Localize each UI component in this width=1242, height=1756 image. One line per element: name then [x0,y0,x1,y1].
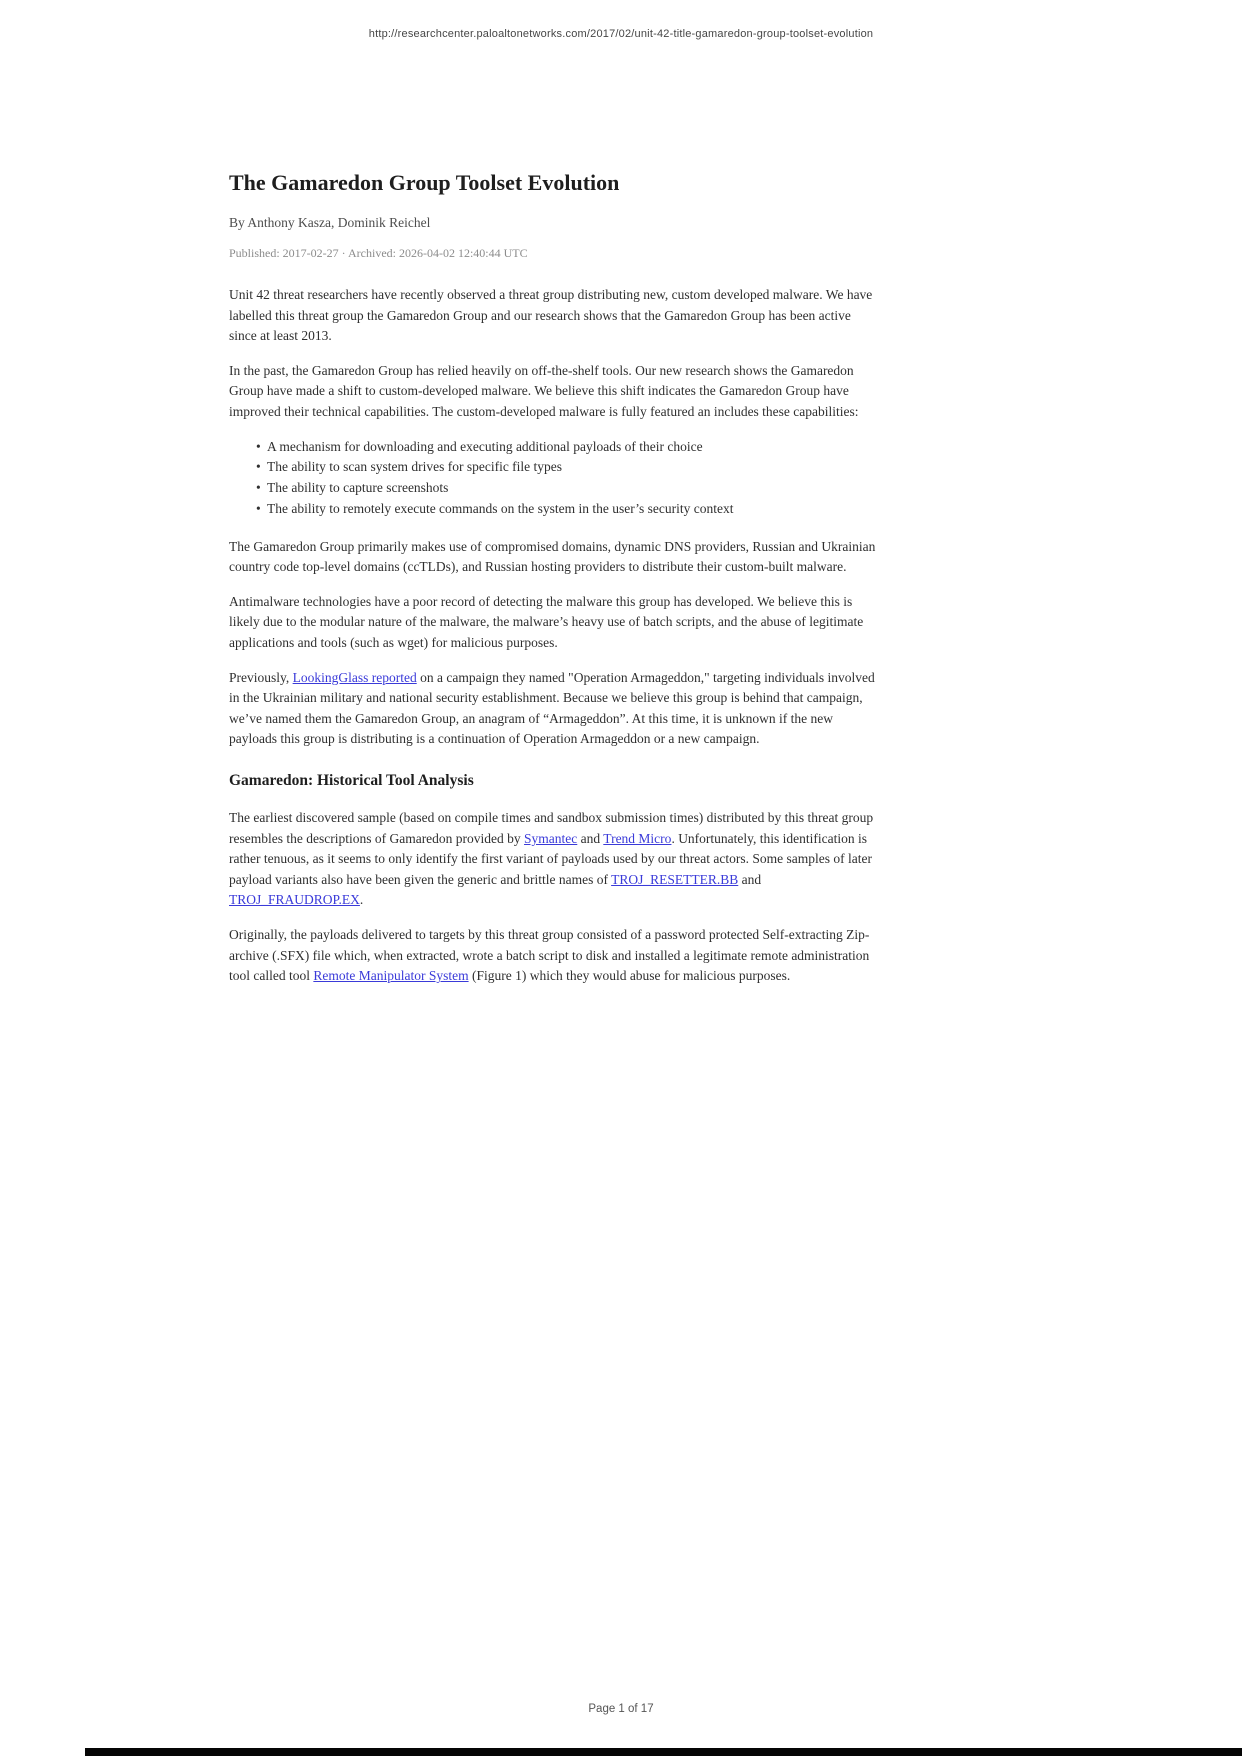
page-title: The Gamaredon Group Toolset Evolution [229,170,620,195]
capabilities-list [229,437,879,520]
paragraph-earliest-sample: The earliest discovered sample (based on compile times and sandbox submission times) distributed by this threat group resembles the descriptions of Gamaredon provided by Symantec and Trend Micro. Unfortunately, this identification is rather tenuous, as it seems to only identify the first variant of payloads used by our threat actors. Some samples of later payload variants also have been given the generic and brittle names of TROJ_RESETTER.BB and TROJ_FRAUDROP.EX. [229,810,874,908]
paragraph-infrastructure: The Gamaredon Group primarily makes use of compromised domains, dynamic DNS providers, Russian and Ukrainian country code top-level domains (ccTLDs), and Russian hosting providers to distribute their custom-built malware. [229,538,876,575]
inline-link[interactable]: TROJ_FRAUDROP.EX [229,892,360,908]
inline-link[interactable]: TROJ_RESETTER.BB [611,871,739,887]
article-byline: By Anthony Kasza, Dominik Reichel [229,214,431,230]
bullet-item: • The ability to remotely execute commands on the system in the user’s security context [267,499,879,520]
article-body [229,170,879,1001]
paragraph-shift: In the past, the Gamaredon Group has relied heavily on off-the-shelf tools. Our new research shows the Gamaredon Group have made a shift to custom-developed malware. We believe this shift indicates the Gamaredon Group have improved their technical capabilities. The custom-developed malware is fully featured an includes these capabilities: [229,362,859,419]
bullet-item: • The ability to capture screenshots [267,478,879,499]
inline-link[interactable]: Remote Manipulator System [313,968,469,984]
paragraph-lookingglass: Previously, LookingGlass reported on a campaign they named "Operation Armageddon," targeting individuals involved in the Ukrainian military and national security establishment. Because we believe this group is behind that campaign, we’ve named them the Gamaredon Group, an anagram of “Armageddon”. At this time, it is unknown if the new payloads this group is distributing is a continuation of Operation Armageddon or a new campaign. [229,669,875,747]
paragraph-intro: Unit 42 threat researchers have recently observed a threat group distributing new, custom developed malware. We have labelled this threat group the Gamaredon Group and our research shows that the Gamaredon Group has been active since at least 2013. [229,286,873,344]
inline-link[interactable]: LookingGlass reported [292,669,417,685]
paragraph-sfx-payload: Originally, the payloads delivered to targets by this threat group consisted of a password protected Self-extracting Zip-archive (.SFX) file which, when extracted, wrote a batch script to disk and installed a legitimate remote administration tool called tool Remote Manipulator System (Figure 1) which they would abuse for malicious purposes. [229,927,870,984]
section-heading: Gamaredon: Historical Tool Analysis [229,772,474,790]
inline-link[interactable]: Symantec [524,830,578,846]
bullet-item: • The ability to scan system drives for specific file types [267,457,879,478]
page-number: Page 1 of 17 [588,1703,654,1715]
article-meta: Published: 2017-02-27 · Archived: 2026-04-02 12:40:44 UTC [229,245,528,260]
bottom-scan-artifact [85,1748,1242,1756]
inline-link[interactable]: Trend Micro [603,830,672,846]
paragraph-antimalware: Antimalware technologies have a poor record of detecting the malware this group has developed. We believe this is likely due to the modular nature of the malware, the malware’s heavy use of batch scripts, and the abuse of legitimate applications and tools (such as wget) for malicious purposes. [229,593,864,651]
bullet-item: • A mechanism for downloading and executing additional payloads of their choice [267,437,879,458]
url-header: http://researchcenter.paloaltonetworks.com/2017/02/unit-42-title-gamaredon-group-toolset-evolution [368,28,874,40]
